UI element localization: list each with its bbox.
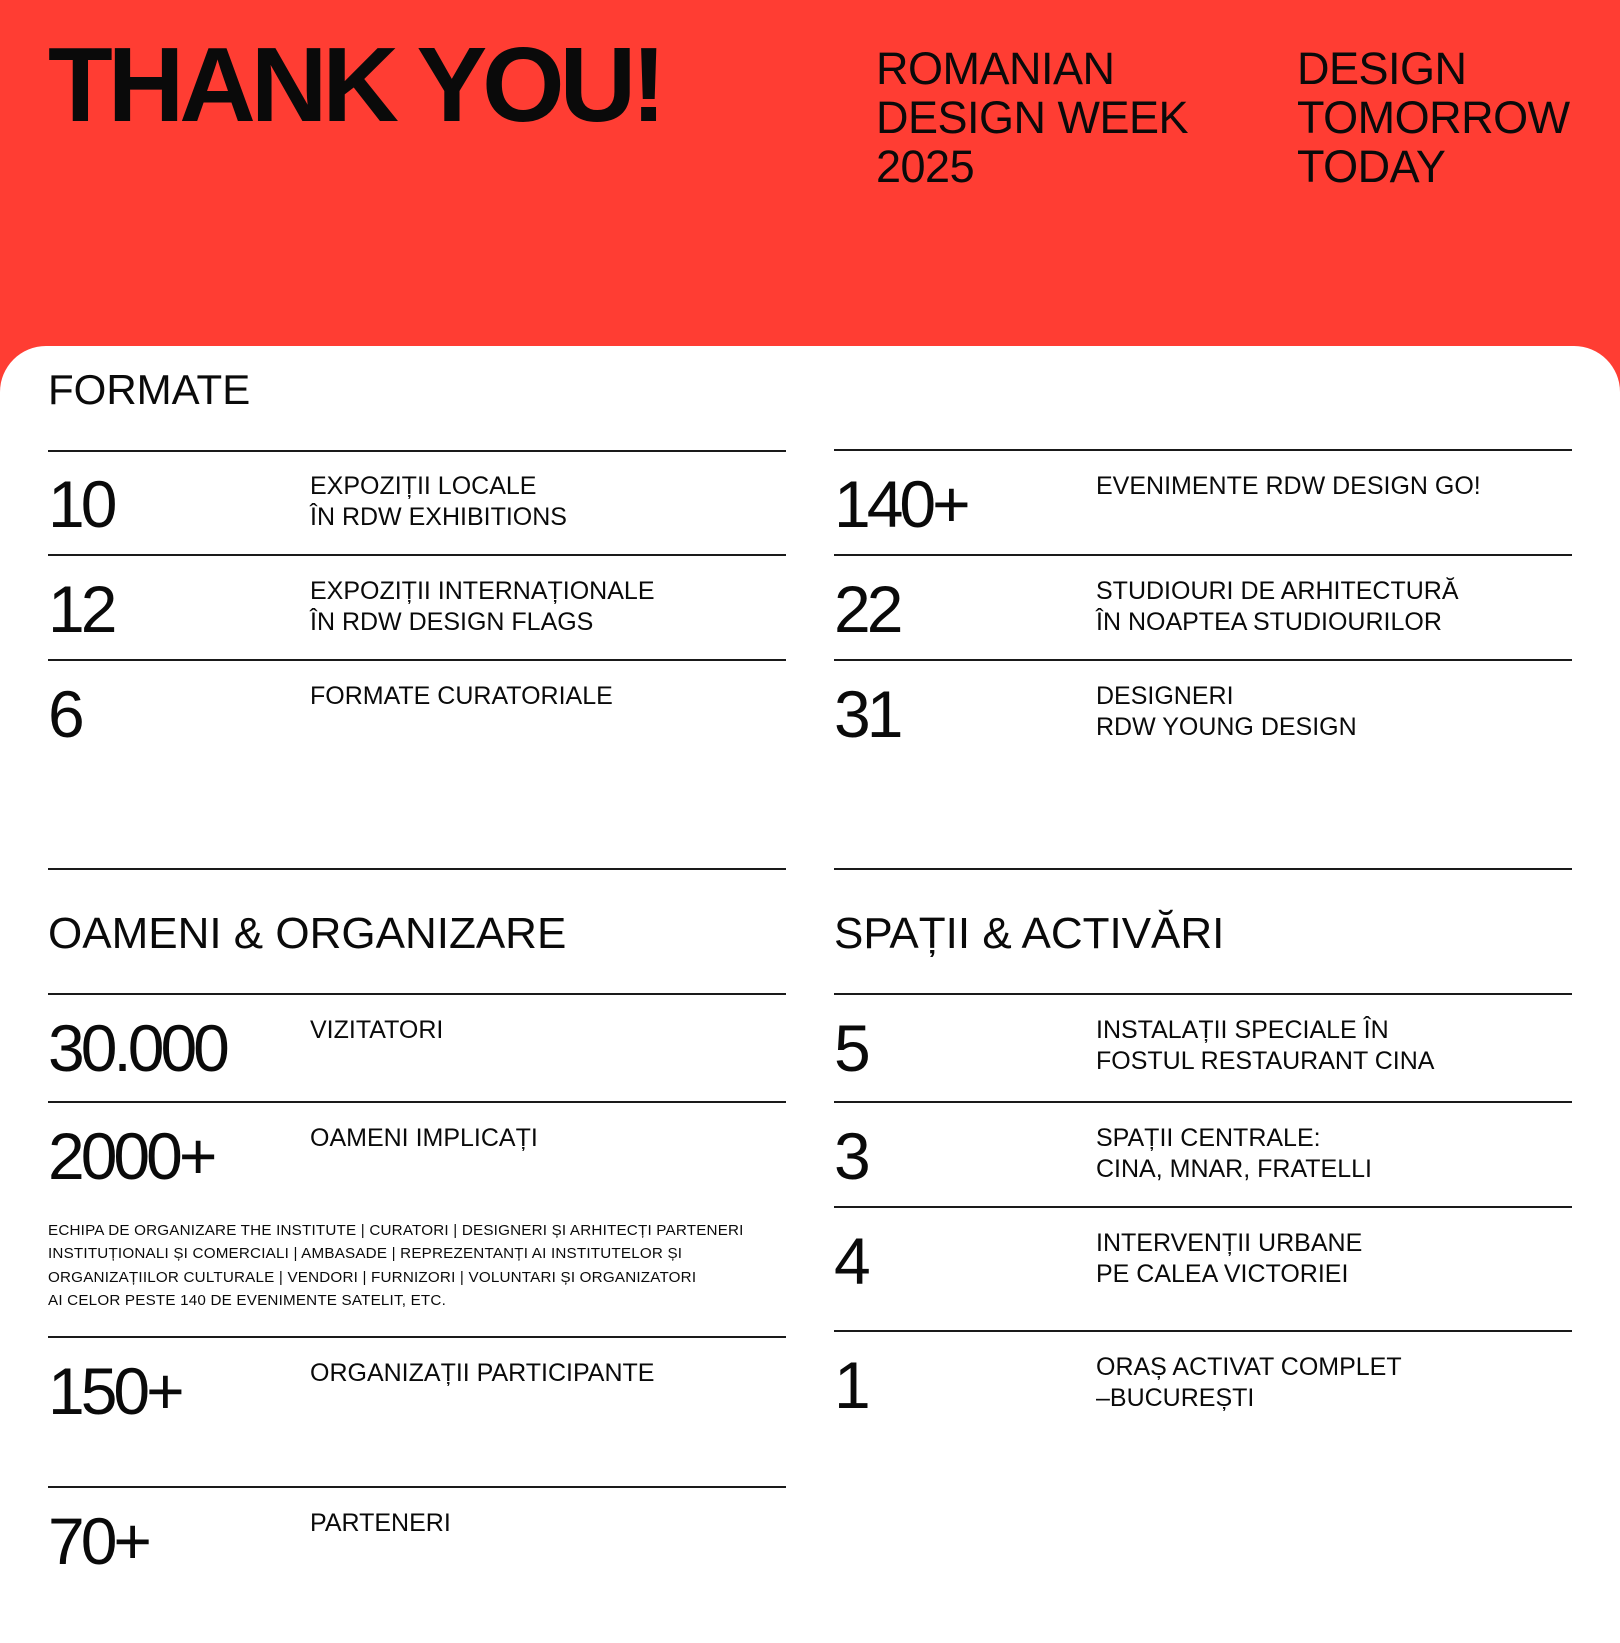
stat-label: OAMENI IMPLICAȚI — [310, 1124, 538, 1152]
divider — [48, 450, 786, 452]
stat-label: STUDIOURI DE ARHITECTURĂ ÎN NOAPTEA STUDIOURILOR — [1096, 577, 1459, 636]
divider — [48, 554, 786, 556]
stat-label: VIZITATORI — [310, 1016, 444, 1044]
stat-value: 3 — [834, 1119, 867, 1193]
stat-label: INTERVENȚII URBANE PE CALEA VICTORIEI — [1096, 1229, 1363, 1288]
event-tagline: DESIGN TOMORROW TODAY — [1297, 43, 1570, 192]
stat-label: PARTENERI — [310, 1509, 451, 1537]
divider — [48, 1101, 786, 1103]
divider — [48, 1336, 786, 1338]
stat-label: EXPOZIȚII INTERNAȚIONALE ÎN RDW DESIGN FLAGS — [310, 577, 655, 636]
stat-value: 140+ — [834, 467, 967, 541]
stat-label: EXPOZIȚII LOCALE ÎN RDW EXHIBITIONS — [310, 472, 567, 531]
divider — [48, 659, 786, 661]
organizers-note: ECHIPA DE ORGANIZARE THE INSTITUTE | CURATORI | DESIGNERI ȘI ARHITECȚI PARTENERI INSTITUȚIONALI ȘI COMERCIALI | AMBASADE | REPREZENTANȚI AI INSTITUTELOR ȘI ORGANIZAȚIILOR CULTURALE | VENDORI | FURNIZORI | VOLUNTARI ȘI ORGANIZATORI AI CELOR PESTE 140 DE EVENIMENTE SATELIT, ETC. — [48, 1222, 744, 1309]
stat-label: SPAȚII CENTRALE: CINA, MNAR, FRATELLI — [1096, 1124, 1372, 1183]
stat-label: INSTALAȚII SPECIALE ÎN FOSTUL RESTAURANT CINA — [1096, 1016, 1435, 1075]
stat-value: 22 — [834, 572, 900, 646]
divider — [834, 1101, 1572, 1103]
stat-value: 1 — [834, 1348, 867, 1422]
divider — [48, 868, 786, 870]
divider — [834, 449, 1572, 451]
section-title-people: OAMENI & ORGANIZARE — [48, 909, 567, 958]
stat-value: 30.000 — [48, 1011, 226, 1085]
stat-label: EVENIMENTE RDW DESIGN GO! — [1096, 472, 1481, 500]
divider — [834, 993, 1572, 995]
divider — [834, 1330, 1572, 1332]
page-title: THANK YOU! — [48, 26, 662, 144]
stat-value: 150+ — [48, 1354, 181, 1428]
divider — [48, 993, 786, 995]
stat-value: 2000+ — [48, 1119, 214, 1193]
divider — [834, 554, 1572, 556]
stat-value: 4 — [834, 1224, 867, 1298]
event-name: ROMANIAN DESIGN WEEK 2025 — [876, 43, 1189, 192]
stat-label: ORGANIZAȚII PARTICIPANTE — [310, 1359, 655, 1387]
stat-label: ORAȘ ACTIVAT COMPLET –BUCUREȘTI — [1096, 1353, 1402, 1412]
stat-label: FORMATE CURATORIALE — [310, 682, 613, 710]
stat-value: 10 — [48, 467, 114, 541]
stat-value: 70+ — [48, 1504, 148, 1578]
divider — [834, 1206, 1572, 1208]
section-title-spaces: SPAȚII & ACTIVĂRI — [834, 909, 1225, 958]
stat-value: 6 — [48, 677, 81, 751]
stat-value: 12 — [48, 572, 114, 646]
divider — [834, 868, 1572, 870]
stat-value: 5 — [834, 1011, 867, 1085]
stat-value: 31 — [834, 677, 900, 751]
stat-label: DESIGNERI RDW YOUNG DESIGN — [1096, 682, 1357, 741]
divider — [48, 1486, 786, 1488]
divider — [834, 659, 1572, 661]
section-title-formate: FORMATE — [48, 366, 251, 413]
